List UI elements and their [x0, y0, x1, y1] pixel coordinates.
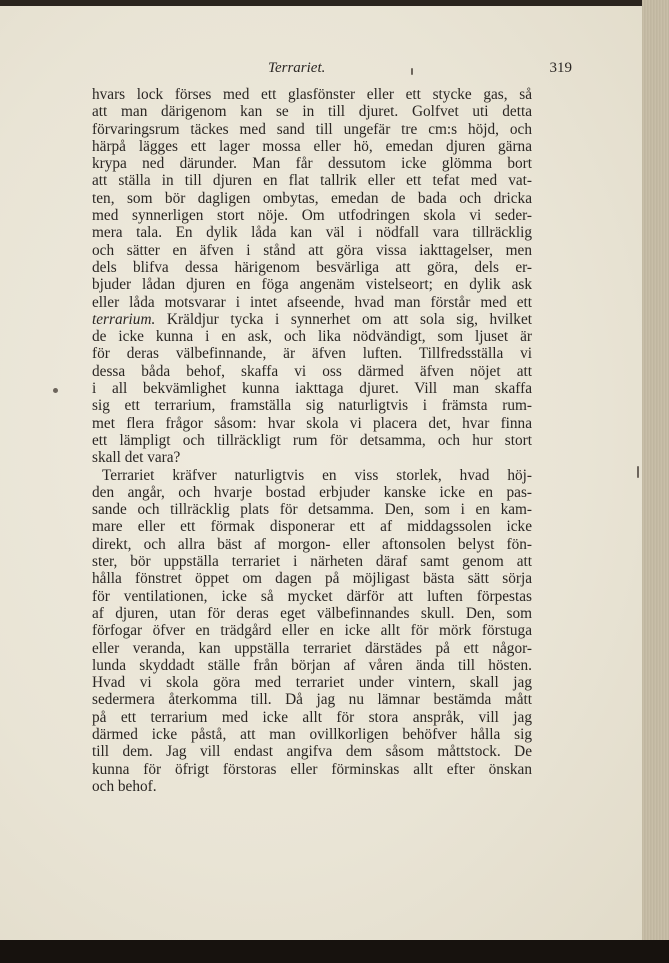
text-line: direkt, och allra bäst af morgon- eller aftonsolen belyst fön-: [92, 535, 532, 553]
text-line: för deras välbefinnande, är äfven luften. Tillfredsställa vi: [92, 345, 532, 363]
text-line: mera tala. En dylik låda kan väl i nödfall vara tillräcklig: [92, 224, 532, 242]
text-line-final: och behof.: [92, 777, 157, 795]
text-line: krypa ned därunder. Man får dessutom icke glömma bort: [92, 155, 532, 173]
text-line: mare eller ett förmak disponerar ett af middagssolen icke: [92, 518, 532, 536]
text-line: och sätter en äfven i stånd att göra vissa iakttagelser, men: [92, 241, 532, 259]
text-line: på ett terrarium med icke allt för stora anspråk, vill jag: [92, 708, 532, 726]
text-line: sande och tillräcklig plats för detsamma. Den, som i en kam-: [92, 501, 532, 519]
text-line-paragraph-start: Terrariet kräfver naturligtvis en viss storlek, hvad höj-: [102, 466, 532, 484]
text-line: hålla fönstret öppet om dagen på möjligast bästa sätt sörja: [92, 570, 532, 588]
text-line: eller veranda, kan uppställa terrariet därstädes på ett någor-: [92, 639, 532, 657]
text-line: bjuder lådan djuren en föga angenäm vistelseort; en dylik ask: [92, 276, 532, 294]
italic-term: terrarium.: [92, 310, 156, 328]
text-line: härpå lägges ett lager mossa eller hö, emedan djuren gärna: [92, 137, 532, 155]
text-line: lunda skyddadt ställe från början af våren ända till hösten.: [92, 656, 532, 674]
text-line: ett lämpligt och tillräckligt rum för detsamma, och hur stort: [92, 431, 532, 449]
text-line: den angår, och hvarje bostad erbjuder kanske icke en pas-: [92, 483, 532, 501]
text-line: till dem. Jag vill endast angifva dem såsom måttstock. De: [92, 743, 532, 761]
page-number: 319: [549, 60, 572, 76]
text-line: Hvad vi skola göra med terrariet under vintern, skall jag: [92, 674, 532, 692]
text-line: met flera frågor såsom: hvar skola vi placera det, hvar finna: [92, 414, 532, 432]
text-line: för ventilationen, icke så mycket därför att luften förpestas: [92, 587, 532, 605]
text-line: förvaringsrum täckes med sand till ungefär tre cm:s höjd, och: [92, 120, 532, 138]
book-page-edges: [642, 0, 669, 945]
text-line: sedermera återkomma till. Då jag nu lämnar bestämda mått: [92, 691, 532, 709]
text-line: hvars lock förses med ett glasfönster eller ett stycke gas, så: [92, 86, 532, 103]
text-line-paragraph-end: skall det vara?: [92, 449, 181, 467]
text-line: dels blifva dessa härigenom besvärliga att göra, dels er-: [92, 258, 532, 276]
page-header: [60, 60, 572, 84]
text-line: de icke kunna i en ask, och lika nödvändigt, som ljuset är: [92, 328, 532, 346]
text-line: ten, som bör dagligen ombytas, emedan de bada och dricka: [92, 189, 532, 207]
text-line: eller låda motsvarar i intet afseende, hvad man förstår med ett: [92, 293, 532, 311]
running-title: Terrariet.: [268, 60, 326, 76]
text-line: sig ett terrarium, framställa sig naturligtvis i främsta rum-: [92, 397, 532, 415]
ink-speck: [53, 388, 58, 393]
text-line: att man därigenom kan se in till djuret. Golfvet uti detta: [92, 103, 532, 121]
text-line: ster, bör uppställa terrariet i närheten däraf samt genom att: [92, 553, 532, 571]
text-line: af djuren, utan för deras eget välbefinnandes skull. Den, som: [92, 604, 532, 622]
text-line: att ställa in till djuren en flat tallrik eller ett tefat med vat-: [92, 172, 532, 190]
text-line: dessa båda behof, skaffa vi oss därmed äfven nöjet att: [92, 362, 532, 380]
text-line: kunna för öfrigt förstoras eller förminskas allt efter önskan: [92, 760, 532, 778]
text-line-terrarium: terrarium. Kräldjur tycka i synnerhet om att sola sig, hvilket: [92, 310, 532, 328]
text-line: förfogar öfver en trädgård eller en icke allt för mörk förstuga: [92, 622, 532, 640]
text-line: därmed icke påstå, att man ovillkorligen behöfver hålla sig: [92, 725, 532, 743]
ink-speck: [637, 466, 639, 478]
text-line: i all bekvämlighet kunna iakttaga djuret. Vill man skaffa: [92, 380, 532, 398]
text-line: med synnerligen stort nöje. Om utfodringen skola vi seder-: [92, 207, 532, 225]
bottom-scan-shadow: [0, 940, 669, 963]
body-text: [92, 86, 532, 795]
